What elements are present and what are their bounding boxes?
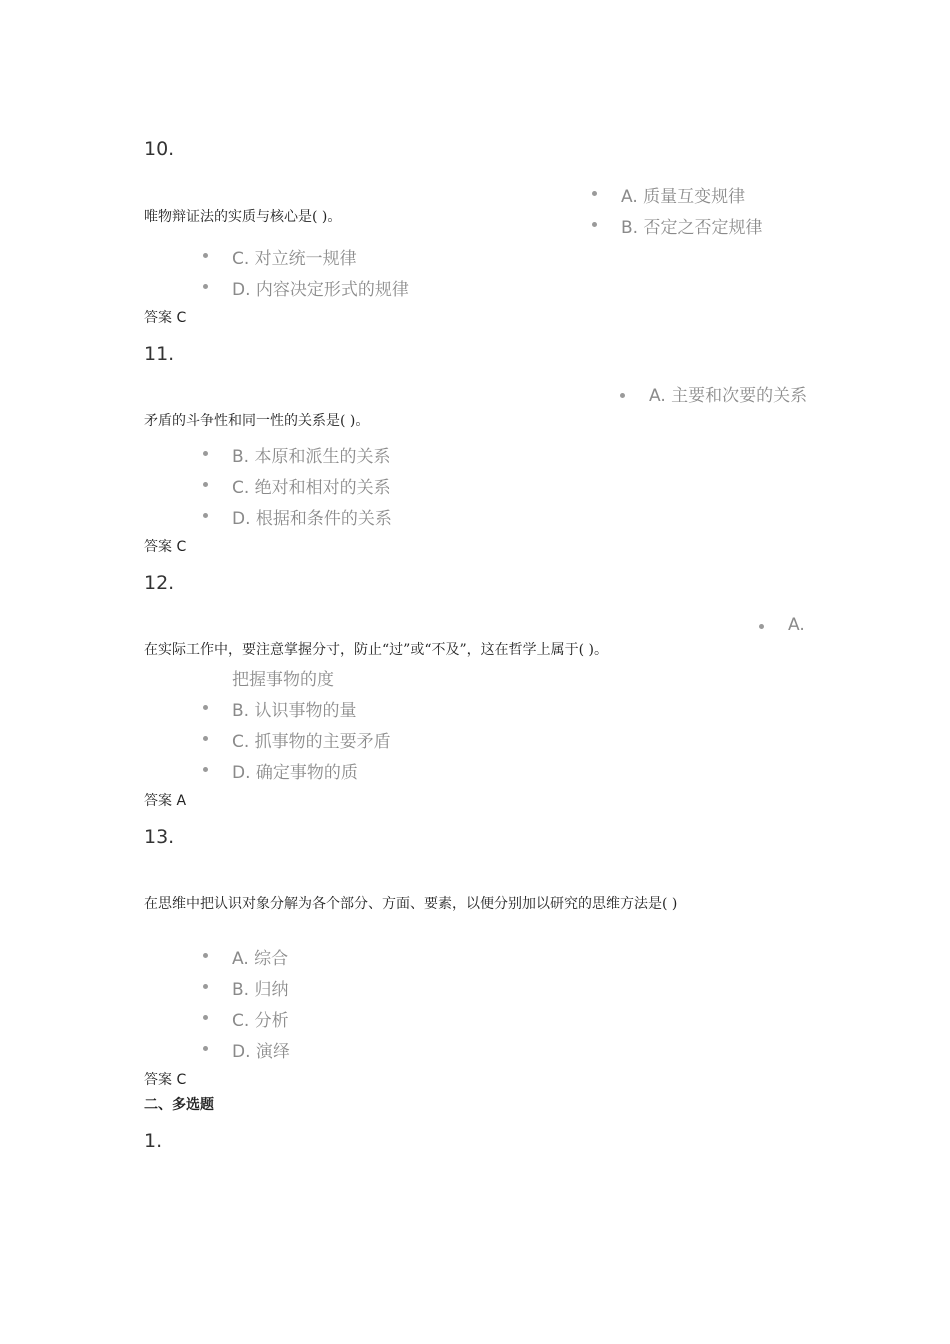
question-11-option-c: C. 绝对和相对的关系 xyxy=(232,473,391,498)
question-10-option-b: B. 否定之否定规律 xyxy=(621,213,762,238)
question-11-option-b: B. 本原和派生的关系 xyxy=(232,442,390,467)
question-12-option-d: D. 确定事物的质 xyxy=(232,758,358,783)
bullet-icon xyxy=(203,482,208,487)
bullet-icon xyxy=(759,624,764,629)
question-13-answer: 答案 C xyxy=(144,1072,187,1088)
bullet-icon xyxy=(203,513,208,518)
bullet-icon xyxy=(203,451,208,456)
question-12-option-a-text: 把握事物的度 xyxy=(232,670,334,690)
question-10-number: 10. xyxy=(144,138,175,160)
question-12-option-a: A. xyxy=(788,615,805,635)
bullet-icon xyxy=(203,767,208,772)
bullet-icon xyxy=(592,222,597,227)
question-11-stem: 矛盾的斗争性和同一性的关系是( )。 xyxy=(144,413,370,429)
bullet-icon xyxy=(203,984,208,989)
section-title: 二、多选题 xyxy=(144,1097,214,1113)
question-11-option-d: D. 根据和条件的关系 xyxy=(232,504,392,529)
question-13-stem: 在思维中把认识对象分解为各个部分、方面、要素，以便分别加以研究的思维方法是( ) xyxy=(144,896,678,912)
question-13-option-c: C. 分析 xyxy=(232,1006,289,1031)
bullet-icon xyxy=(203,953,208,958)
question-10-option-d: D. 内容决定形式的规律 xyxy=(232,275,409,300)
question-13-option-a: A. 综合 xyxy=(232,944,288,969)
question-11-option-a: A. 主要和次要的关系 xyxy=(649,384,809,409)
question-10-option-c: C. 对立统一规律 xyxy=(232,244,357,269)
bullet-icon xyxy=(592,191,597,196)
question-12-number: 12. xyxy=(144,572,175,594)
question-11-number: 11. xyxy=(144,343,175,365)
question-12-option-b: B. 认识事物的量 xyxy=(232,696,356,721)
bullet-icon xyxy=(203,284,208,289)
bullet-icon xyxy=(203,253,208,258)
bullet-icon xyxy=(203,1046,208,1051)
question-12-answer: 答案 A xyxy=(144,793,187,809)
question-13-option-b: B. 归纳 xyxy=(232,975,288,1000)
multi-question-1-number: 1. xyxy=(144,1130,163,1152)
bullet-icon xyxy=(620,393,625,398)
bullet-icon xyxy=(203,736,208,741)
question-12-option-c: C. 抓事物的主要矛盾 xyxy=(232,727,391,752)
question-13-number: 13. xyxy=(144,826,175,848)
question-11-answer: 答案 C xyxy=(144,539,187,555)
question-13-option-d: D. 演绎 xyxy=(232,1037,290,1062)
question-12-stem: 在实际工作中，要注意掌握分寸，防止“过”或“不及”，这在哲学上属于( )。 xyxy=(144,642,609,658)
question-10-answer: 答案 C xyxy=(144,310,187,326)
question-10-stem: 唯物辩证法的实质与核心是( )。 xyxy=(144,209,342,225)
question-10-option-a: A. 质量互变规律 xyxy=(621,182,745,207)
bullet-icon xyxy=(203,705,208,710)
bullet-icon xyxy=(203,1015,208,1020)
